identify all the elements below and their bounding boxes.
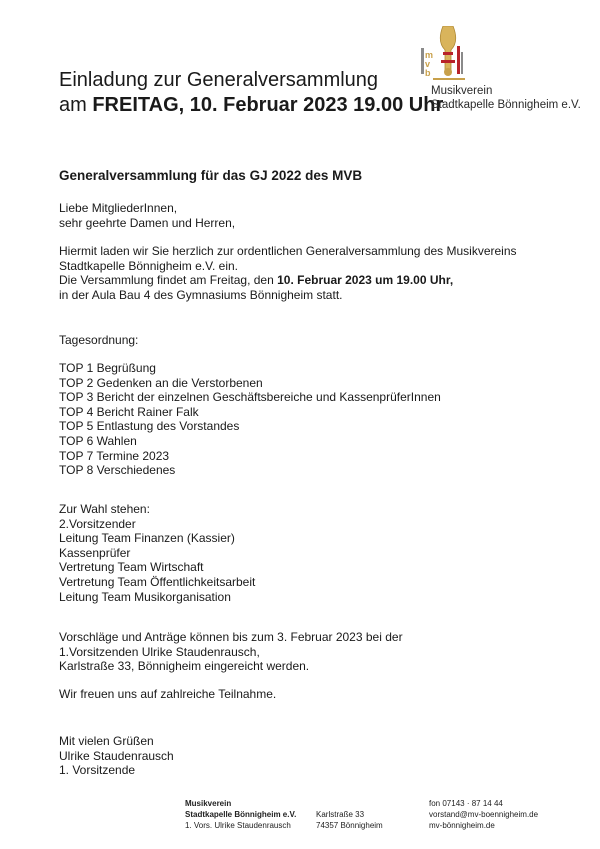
election-item: 2.Vorsitzender	[59, 516, 136, 531]
footer-city: 74357 Bönnigheim	[316, 821, 383, 830]
intro-line: Hiermit laden wir Sie herzlich zur ordentlichen Generalversammlung des Musikvereins	[59, 244, 517, 258]
closing-note: Wir freuen uns auf zahlreiche Teilnahme.	[59, 687, 277, 701]
footer-org-name: Musikverein	[185, 799, 232, 808]
election-item: Vertretung Team Wirtschaft	[59, 560, 204, 575]
agenda-item: TOP 5 Entlastung des Vorstandes	[59, 419, 240, 434]
signature-line: 1. Vorsitzende	[59, 763, 136, 778]
election-label: Zur Wahl stehen:	[59, 502, 150, 516]
election-item: Kassenprüfer	[59, 545, 131, 560]
footer-org-full-name: Stadtkapelle Bönnigheim e.V.	[185, 810, 297, 819]
intro-paragraph	[59, 244, 517, 302]
document-title-line2	[59, 93, 443, 117]
election-list	[59, 502, 255, 604]
signature-line: Mit vielen Grüßen	[59, 734, 154, 748]
intro-date-prefix: Die Versammlung findet am Freitag, den	[59, 273, 278, 288]
intro-date: 10. Februar 2023 um 19.00 Uhr,	[277, 273, 454, 288]
agenda-item: TOP 7 Termine 2023	[59, 448, 170, 463]
election-item: Vertretung Team Öffentlichkeitsarbeit	[59, 574, 256, 589]
greeting-line: Liebe MitgliederInnen,	[59, 201, 178, 215]
signature-line: Ulrike Staudenrausch	[59, 748, 174, 763]
svg-text:m: m	[425, 50, 434, 60]
proposals-line: Karlstraße 33, Bönnigheim eingereicht werden.	[59, 659, 310, 674]
logo-text	[431, 84, 581, 112]
agenda-item: TOP 2 Gedenken an die Verstorbenen	[59, 375, 263, 390]
agenda-list	[59, 361, 441, 478]
agenda-label: Tagesordnung:	[59, 333, 139, 347]
agenda-item: TOP 6 Wahlen	[59, 433, 137, 448]
election-item: Leitung Team Finanzen (Kassier)	[59, 531, 235, 546]
proposals-line: Vorschläge und Anträge können bis zum 3. Februar 2023 bei der	[59, 630, 403, 644]
footer-street: Karlstraße 33	[316, 810, 365, 819]
election-item: Leitung Team Musikorganisation	[59, 589, 231, 604]
document-title-line1: Einladung zur Generalversammlung	[59, 69, 379, 91]
intro-line: in der Aula Bau 4 des Gymnasiums Bönnigheim statt.	[59, 287, 343, 302]
greeting	[59, 201, 235, 230]
intro-line	[59, 273, 517, 288]
agenda-item: TOP 3 Bericht der einzelnen Geschäftsbereiche und KassenprüferInnen	[59, 390, 441, 405]
proposals-paragraph	[59, 630, 403, 674]
music-club-logo-icon	[421, 26, 473, 82]
svg-text:b: b	[425, 68, 431, 78]
signature-block	[59, 734, 174, 778]
agenda-item: TOP 8 Verschiedenes	[59, 463, 176, 478]
footer-chair: 1. Vors. Ulrike Staudenrausch	[185, 821, 291, 830]
footer-phone: fon 07143 · 87 14 44	[429, 799, 503, 808]
intro-line: Stadtkapelle Bönnigheim e.V. ein.	[59, 258, 239, 273]
title-date: FREITAG, 10. Februar 2023 19.00 Uhr	[92, 94, 444, 116]
greeting-line: sehr geehrte Damen und Herren,	[59, 215, 236, 230]
footer-email: vorstand@mv-boennigheim.de	[429, 810, 539, 819]
footer-website: mv-bönnigheim.de	[429, 821, 495, 830]
agenda-item: TOP 1 Begrüßung	[59, 361, 156, 375]
logo-line2: Stadtkapelle Bönnigheim e.V.	[431, 99, 581, 111]
agenda-item: TOP 4 Bericht Rainer Falk	[59, 404, 199, 419]
svg-text:v: v	[425, 59, 431, 69]
title-prefix: am	[59, 94, 93, 116]
footer-organization	[185, 798, 296, 831]
logo-line1: Musikverein	[431, 85, 493, 97]
proposals-line: 1.Vorsitzenden Ulrike Staudenrausch,	[59, 644, 260, 659]
section-heading: Generalversammlung für das GJ 2022 des MVB	[59, 168, 363, 183]
footer-contact	[429, 798, 538, 831]
footer-address	[316, 809, 383, 831]
